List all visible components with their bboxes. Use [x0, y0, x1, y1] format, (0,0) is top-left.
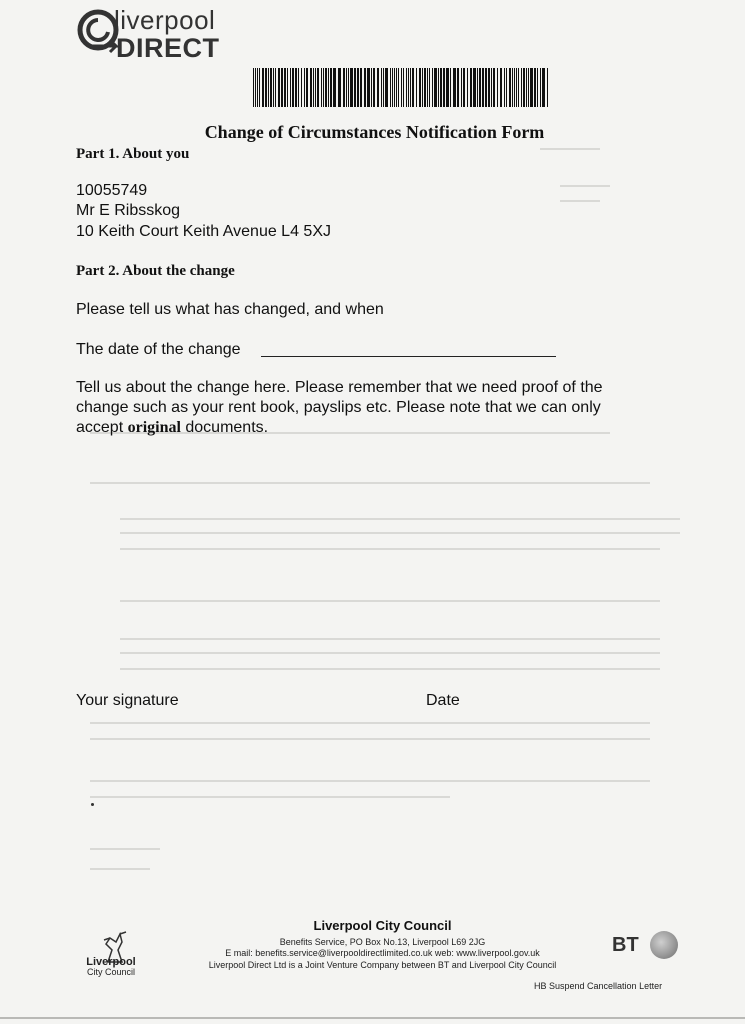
instructions-line-2: change such as your rent book, payslips etc. Please note that we can only	[76, 399, 601, 416]
logo-text-direct: DIRECT	[116, 33, 220, 63]
page-edge	[0, 1017, 745, 1019]
crest-caption-line2: City Council	[86, 967, 135, 977]
change-instructions	[76, 378, 603, 438]
liverpool-direct-logo	[76, 6, 236, 62]
barcode	[253, 68, 550, 107]
bt-logo-text: BT	[612, 934, 639, 956]
part1-heading: Part 1. About you	[76, 146, 190, 162]
bt-globe-icon	[650, 931, 678, 959]
customer-name: Mr E Ribsskog	[76, 202, 181, 219]
instructions-line-1: Tell us about the change here. Please remember that we need proof of the	[76, 379, 603, 396]
bt-logo	[612, 931, 692, 971]
crest-caption	[76, 957, 146, 977]
customer-address: 10 Keith Court Keith Avenue L4 5XJ	[76, 223, 331, 240]
form-title: Change of Circumstances Notification Form	[204, 122, 545, 142]
footer-organisation: Liverpool City Council	[313, 918, 452, 933]
footer-contact: E mail: benefits.service@liverpooldirectlimited.co.uk web: www.liverpool.gov.uk	[225, 948, 540, 958]
part2-heading: Part 2. About the change	[76, 263, 235, 279]
date-of-change-field[interactable]	[261, 356, 556, 357]
ink-speck	[91, 803, 94, 806]
change-prompt: Please tell us what has changed, and when	[76, 301, 384, 318]
footer-partnership: Liverpool Direct Ltd is a Joint Venture Company between BT and Liverpool City Council	[208, 960, 557, 970]
signature-date-label: Date	[426, 692, 460, 709]
reference-number: 10055749	[76, 182, 148, 199]
original-emphasis: original	[127, 419, 181, 436]
instructions-line-3: accept original documents.	[76, 419, 269, 436]
footer-address: Benefits Service, PO Box No.13, Liverpool L69 2JG	[279, 937, 486, 947]
document-code: HB Suspend Cancellation Letter	[534, 981, 663, 991]
logo-text-liverpool: liverpool	[114, 5, 216, 35]
crest-caption-line1: Liverpool	[86, 956, 136, 968]
date-of-change-label: The date of the change	[76, 341, 241, 358]
signature-label: Your signature	[76, 692, 179, 709]
